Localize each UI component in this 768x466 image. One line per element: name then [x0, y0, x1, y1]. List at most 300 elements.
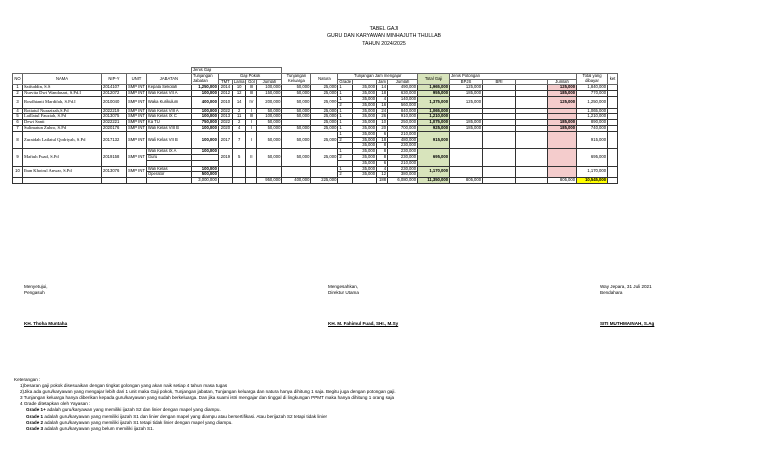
cell-gp-jumlah: 100,000: [257, 85, 282, 91]
cell-jam: 4: [377, 166, 388, 172]
cell-gol: [246, 166, 257, 178]
cell-rate: 35,000: [353, 108, 377, 114]
cell-gp-jumlah: 100,000: [257, 114, 282, 120]
cell-gp-jumlah: [257, 166, 282, 178]
cell-total-dibayar: 1,065,000: [577, 108, 608, 114]
cell-nama: Maftuh Fuad, S.Pd: [23, 149, 102, 166]
cell-tmt: 2022: [218, 108, 232, 114]
signature-block-bendahara: [600, 284, 655, 326]
cell-nipy: 2012072: [102, 91, 127, 97]
signature-block-pengasuh: [24, 284, 68, 326]
cell-tj-jumlah: 140,000: [388, 96, 418, 102]
signature-name: KH. M. Fahimul Fuad, SHI., M.Sy: [328, 321, 399, 326]
cell-empty: [516, 96, 548, 108]
cell-bpjs: 185,000: [450, 91, 483, 97]
cell-nipy: 2010040: [102, 96, 127, 108]
grade-line: Grade 1+ adalah guru/karyawan yang memiliki ijazah S2 dan linier dengan mapel yang diampu.: [26, 407, 221, 413]
cell-total-gaji: 1,965,000: [418, 85, 450, 91]
title-line-2: GURU DAN KARYAWAN MINHAJUTH THULLAB: [326, 33, 442, 40]
cell-grade: 1: [338, 108, 353, 114]
cell-total-gaji: 1,170,000: [418, 166, 450, 178]
cell-empty: [23, 178, 102, 184]
cell-natura: 25,000: [311, 91, 338, 97]
cell-gol: IV: [246, 96, 257, 108]
cell-jam: 10: [377, 120, 388, 126]
cell-jabatan: Kepala Sekolah: [146, 85, 191, 91]
cell-rate: 35,000: [353, 143, 377, 149]
cell-total-dibayar: 1,170,000: [577, 166, 608, 178]
cell-no: 6: [13, 120, 23, 126]
cell-no: 10: [13, 166, 23, 178]
cell-empty: [516, 166, 548, 178]
note-line: 4 Grade ditetapkan oleh Yayasan :: [20, 401, 91, 407]
header-bri: BRI: [483, 79, 516, 85]
header-total-gaji: Total Gaji: [418, 73, 450, 85]
header-unit: UNIT: [127, 73, 147, 85]
header-tunjangan-keluarga: Tunjangan Keluarga: [282, 73, 311, 85]
cell-total-dibayar: 740,000: [577, 125, 608, 131]
cell-tunjangan-jabatan: 400,000: [191, 96, 218, 108]
cell-tunjangan-jabatan: 100,000: [191, 149, 218, 155]
cell-tunjangan-jabatan: 100,000: [191, 114, 218, 120]
cell-jam: 16: [377, 102, 388, 108]
header-tmt: TMT: [218, 79, 232, 85]
cell-total-dibayar: 915,000: [577, 131, 608, 148]
header-gaji-pokok: Gaji Pokok: [218, 73, 281, 79]
header-bpjs: BPJS: [450, 79, 483, 85]
cell-jabatan: Wali Kelas: [146, 166, 191, 172]
cell-tmt: 2022: [218, 120, 232, 126]
cell-nama: Rotiatul Nurazizah,S.Pd: [23, 108, 102, 114]
cell-ket: [608, 166, 618, 178]
cell-tmt: 2014: [218, 85, 232, 91]
cell-jam: 20: [377, 125, 388, 131]
header-natura: Natura: [311, 73, 338, 85]
cell-no: 4: [13, 108, 23, 114]
cell-total-dibayar: 1,250,000: [577, 96, 608, 108]
cell-natura: 25,000: [311, 125, 338, 131]
cell-jam: 18: [377, 91, 388, 97]
cell-jabatan: Wali Kelas IX C: [146, 114, 191, 120]
cell-tunjangan-keluarga: [282, 166, 311, 178]
cell-unit: SMP INT: [128, 108, 145, 113]
cell-tmt: 2019: [218, 149, 232, 166]
cell-tmt: 2020: [218, 125, 232, 131]
cell-tmt: [218, 166, 232, 178]
cell-nipy: 2019158: [102, 149, 127, 166]
cell-jam: 14: [377, 85, 388, 91]
cell-tunjangan-jabatan: 500,000: [191, 172, 218, 178]
cell-jabatan: Wali Kelas VII A: [146, 91, 191, 97]
cell-jam: 24: [377, 108, 388, 114]
cell-bri: [483, 96, 516, 108]
signature-role: Pengasuh: [24, 290, 45, 296]
cell-empty: [13, 178, 23, 184]
cell-gp-jumlah: 150,000: [257, 91, 282, 97]
signature-caption: Menyetujui,: [24, 284, 48, 289]
note-line: 2)Jika ada guru/karyawan yang mengajar lebih dari 1 unit maka Gaji pokok, Tunjangan jabatan, Tunjangan keluarga dan natura hanya dihitung 1 saja. Begitu juga dengan potongan gaji.: [20, 389, 396, 395]
cell-tunjangan-keluarga: 50,000: [282, 131, 311, 148]
cell-jabatan: Wali Kelas IX A: [146, 149, 191, 155]
cell-nama: Nurvita Dwi Wandasari, S.Pd.I: [23, 91, 102, 97]
cell-nama: Sulimatun Zuhro, S.Pd: [23, 125, 102, 131]
cell-tunjangan-keluarga: 50,000: [282, 114, 311, 120]
cell-jabatan: Operator: [146, 172, 191, 178]
cell-natura: 25,000: [311, 96, 338, 108]
cell-lama: 5: [232, 149, 245, 166]
header-tunjangan-jam: Tunjangan Jam mengajar: [338, 73, 418, 79]
salary-table-body: [13, 68, 618, 184]
cell-pot-jumlah: 125,000: [548, 96, 577, 108]
total-jam: 188: [377, 178, 388, 184]
cell-unit: SMP INT: [127, 131, 147, 148]
cell-lama: 11: [232, 114, 245, 120]
signature-role: Direktur Utama: [328, 290, 359, 296]
cell-gp-jumlah: 50,000: [257, 149, 282, 166]
cell-rate: 35,000: [353, 160, 377, 166]
cell-tunjangan-keluarga: 50,000: [282, 108, 311, 114]
cell-grade: 1: [338, 96, 353, 102]
cell-grade: 2: [338, 137, 353, 143]
cell-tmt: 2013: [218, 114, 232, 120]
cell-rate: 35,000: [353, 131, 377, 137]
cell-empty: [516, 178, 548, 184]
cell-jam: 8: [377, 143, 388, 149]
cell-gp-jumlah: 50,000: [257, 120, 282, 126]
total-bpjs: 805,000: [450, 178, 483, 184]
cell-jabatan: Wali Kelas VIII B: [146, 125, 191, 131]
cell-empty: [483, 178, 516, 184]
cell-grade: 1: [338, 120, 353, 126]
cell-ket: [608, 96, 618, 108]
cell-tunjangan-jabatan: 1,250,000: [191, 85, 218, 91]
cell-empty: [146, 178, 191, 184]
cell-no: 1: [13, 85, 23, 91]
cell-jam: 6: [377, 131, 388, 137]
cell-rate: 35,000: [353, 125, 377, 131]
cell-no: 7: [13, 125, 23, 131]
cell-tj-jumlah: 840,000: [388, 108, 418, 114]
cell-grade: 1: [338, 131, 353, 137]
salary-table: [12, 67, 618, 184]
cell-tj-jumlah: 210,000: [388, 131, 418, 137]
cell-bri: [483, 149, 516, 166]
cell-gol: III: [246, 85, 257, 91]
cell-unit: SMP INT: [128, 90, 145, 96]
table-row: [13, 96, 618, 102]
cell-tunjangan-jabatan: 100,000: [191, 166, 218, 172]
cell-total-gaji: 955,000: [418, 91, 450, 97]
signature-name: SITI MUTHMAINAH, S.Ag: [600, 321, 655, 326]
cell-tunjangan-jabatan: 100,000: [191, 125, 218, 131]
notes-heading: Keterangan :: [14, 377, 41, 382]
total-gaji: 11,350,000: [418, 178, 450, 184]
cell-total-gaji: 695,000: [418, 149, 450, 166]
cell-tunjangan-keluarga: 50,000: [282, 91, 311, 97]
signature-caption: Way Jepara, 31 Juli 2021: [600, 284, 652, 289]
cell-tj-jumlah: 230,000: [388, 166, 418, 172]
cell-empty: [516, 131, 548, 148]
cell-total-gaji: 1,065,000: [418, 108, 450, 114]
cell-unit: SMP INT: [127, 149, 147, 166]
cell-jabatan: Guru: [146, 154, 191, 160]
cell-jabatan: Wali Kelas VIII A: [146, 108, 191, 114]
signature-name: KH. Thoha Muntaha: [24, 321, 68, 326]
cell-nipy: 2013075: [102, 114, 127, 120]
grade-line: Grade 2 adalah guru/karyawan yang memiliki ijazah S1 tetapi tidak linier dengan mapel yang diampu.: [26, 419, 233, 425]
cell-no: 8: [13, 131, 23, 148]
cell-tj-jumlah: 700,000: [388, 125, 418, 131]
cell-natura: 25,000: [311, 85, 338, 91]
cell-nipy: 2013076: [102, 166, 127, 178]
cell-rate: 35,000: [353, 172, 377, 178]
cell-lama: 2: [232, 120, 245, 126]
cell-jam: 18: [377, 137, 388, 143]
cell-jabatan: Wali Kelas VII B: [146, 131, 191, 148]
cell-jabatan: Ka TU: [146, 120, 191, 126]
cell-grade: 1: [338, 125, 353, 131]
cell-grade: 1: [338, 85, 353, 91]
total-tj-jumlah: 6,080,000: [388, 178, 418, 184]
cell-gol: II: [246, 149, 257, 166]
cell-natura: 25,000: [311, 114, 338, 120]
cell-jam: 4: [377, 96, 388, 102]
cell-nama: Iban Khoirul Anwar, S.Pd: [23, 166, 102, 178]
cell-jabatan: Waka Kurikulum: [146, 96, 191, 108]
header-total-dibayar: Total yang dibayar: [577, 73, 608, 85]
cell-bpjs: [450, 131, 483, 148]
cell-rate: 35,000: [353, 166, 377, 172]
total-natura: 225,000: [311, 178, 338, 184]
header-nama: NAMA: [23, 73, 102, 85]
cell-bpjs: 185,000: [450, 125, 483, 131]
cell-nipy: 2022219: [102, 108, 127, 114]
cell-ket: [608, 131, 618, 148]
cell-nama: Laillatul Fauziah, S.Pd: [23, 114, 102, 120]
cell-rate: 35,000: [353, 149, 377, 155]
cell-tunjangan-jabatan: 100,000: [191, 91, 218, 97]
header-tunjangan-jabatan: Tunjangan Jabatan: [191, 73, 218, 85]
cell-natura: [311, 166, 338, 178]
cell-bri: [483, 166, 516, 178]
header-grade: Grade: [339, 79, 352, 84]
cell-natura: 25,000: [311, 131, 338, 148]
cell-unit: SMP INT: [127, 96, 147, 108]
cell-nipy: 2014107: [102, 85, 127, 91]
cell-gol: I: [246, 125, 257, 131]
cell-lama: [232, 166, 245, 178]
cell-pot-jumlah: [548, 131, 577, 148]
cell-gp-jumlah: 50,000: [257, 131, 282, 148]
cell-rate: 35,000: [353, 102, 377, 108]
cell-total-gaji: 1,075,000: [418, 120, 450, 126]
cell-gp-jumlah: 200,000: [257, 96, 282, 108]
cell-tj-jumlah: 210,000: [388, 160, 418, 166]
table-row: [13, 166, 618, 172]
cell-lama: 7: [232, 131, 245, 148]
cell-tj-jumlah: 480,000: [388, 137, 418, 143]
cell-bpjs: 125,000: [450, 96, 483, 108]
cell-ket: [608, 149, 618, 166]
cell-tunjangan-jabatan: 100,000: [191, 131, 218, 148]
header-lama: Lama: [233, 79, 245, 84]
cell-grade: 1: [338, 149, 353, 155]
cell-empty: [353, 178, 377, 184]
header-jenis-gaji: Jenis Gaji: [191, 68, 281, 74]
cell-lama: 4: [232, 125, 245, 131]
cell-gp-jumlah: 50,000: [257, 108, 282, 114]
cell-tmt: 2012: [218, 91, 232, 97]
cell-empty: [232, 178, 245, 184]
cell-nama: Saifuddin, S.S: [23, 85, 102, 91]
cell-natura: 25,000: [311, 149, 338, 166]
cell-rate: 35,000: [353, 91, 377, 97]
cell-bpjs: 185,000: [450, 120, 483, 126]
cell-rate: 35,000: [353, 154, 377, 160]
cell-tj-jumlah: 910,000: [388, 114, 418, 120]
cell-grade: 1: [338, 91, 353, 97]
cell-pot-jumlah: 185,000: [548, 91, 577, 97]
header-gol: Gol: [246, 79, 257, 85]
signature-block-direktur: [328, 284, 399, 326]
cell-unit: SMP INT: [128, 84, 145, 90]
cell-jam: 8: [377, 154, 388, 160]
cell-bpjs: [450, 166, 483, 178]
cell-empty: [218, 178, 232, 184]
cell-tj-jumlah: 250,000: [388, 120, 418, 126]
cell-nama: Rosdhianti Mardifah, S.Pd.I: [23, 96, 102, 108]
cell-gol: I: [246, 131, 257, 148]
cell-rate: 35,000: [353, 137, 377, 143]
cell-bri: [483, 131, 516, 148]
cell-bpjs: [450, 149, 483, 166]
cell-tunjangan-jabatan: 750,000: [191, 120, 218, 126]
header-pot-jumlah: Jumlah: [548, 79, 577, 85]
cell-total-gaji: 1,375,000: [418, 96, 450, 108]
cell-nipy: 2022221: [102, 120, 127, 126]
header-gp-jumlah: Jumlah: [257, 79, 282, 85]
cell-tunjangan-keluarga: 50,000: [282, 125, 311, 131]
cell-natura: 25,000: [311, 120, 338, 126]
cell-natura: 25,000: [311, 108, 338, 114]
cell-grade: 1: [338, 166, 353, 172]
cell-grade: 2: [338, 172, 353, 178]
cell-tunjangan-jabatan: 100,000: [191, 108, 218, 114]
cell-lama: 12: [232, 91, 245, 97]
cell-no: 2: [13, 91, 23, 97]
cell-grade: 2: [338, 154, 353, 160]
cell-grade: 2: [338, 102, 353, 108]
grade-line: Grade 1 adalah guru/karyawan yang memiliki ijazah S1 dan linier dengan mapel yang diampu atau bersertifikasi. Atau berijazah S2 tetapi tidak linier: [26, 413, 328, 419]
title-line-1: TABEL GAJI: [369, 26, 399, 32]
cell-lama: 2: [232, 108, 245, 114]
note-line: 1)besaran gaji pokok disesuaikan dengan tingkat golongan yang akan naik setiap 4 tahun masa tugas: [20, 383, 228, 389]
grade-line: Grade 3 adalah guru/karyawan yang belum memiliki ijazah S1.: [26, 425, 154, 431]
cell-tj-jumlah: 230,000: [388, 149, 418, 155]
cell-no: 5: [13, 114, 23, 120]
signature-caption: Mengesahkan,: [328, 284, 359, 289]
cell-no: 9: [13, 149, 23, 166]
table-row: [13, 149, 618, 155]
cell-gol: III: [246, 91, 257, 97]
cell-total-dibayar: 890,000: [577, 120, 608, 126]
cell-rate: 35,000: [353, 114, 377, 120]
document-title-block: [0, 26, 768, 48]
cell-lama: 10: [232, 85, 245, 91]
cell-jam: 12: [377, 172, 388, 178]
cell-gol: III: [246, 114, 257, 120]
cell-nama: Zuraidah Lailatul Qodriyah, S.Pd: [23, 131, 102, 148]
cell-tj-jumlah: 230,000: [388, 143, 418, 149]
cell-unit: SMP INT: [128, 119, 145, 125]
header-jam: Jam: [378, 79, 386, 84]
cell-empty: [127, 178, 147, 184]
cell-tj-jumlah: 490,000: [388, 85, 418, 91]
cell-no: 3: [13, 96, 23, 108]
cell-tj-jumlah: 630,000: [388, 91, 418, 97]
cell-tj-jumlah: 230,000: [388, 154, 418, 160]
cell-grade: 1: [338, 114, 353, 120]
cell-tmt: 2017: [218, 131, 232, 148]
header-nipy: NIP-Y: [102, 73, 127, 85]
note-line: 3 Tunjangan keluarga hanya diberikan kepada guru/karyawan yang sudah berkeluarga. Dan jika suami istri mengajar dan tinggal di lingkungan PPMT maka hanya dihitung 1 orang saja: [20, 395, 395, 401]
totals-row: [13, 178, 618, 184]
cell-jam: 8: [377, 149, 388, 155]
cell-rate: 35,000: [353, 96, 377, 102]
total-dibayar: 10,545,000: [577, 178, 608, 184]
cell-nipy: 2017132: [102, 131, 127, 148]
cell-tunjangan-keluarga: 50,000: [282, 96, 311, 108]
cell-lama: 14: [232, 96, 245, 108]
cell-total-dibayar: 1,210,000: [577, 114, 608, 120]
total-tunjangan-jabatan: 3,000,000: [191, 178, 218, 184]
notes-section: [14, 377, 396, 432]
cell-tj-jumlah: 380,000: [388, 172, 418, 178]
cell-pot-jumlah: [548, 149, 577, 166]
cell-pot-jumlah: 185,000: [548, 125, 577, 131]
header-no: NO: [13, 73, 23, 85]
cell-total-dibayar: 695,000: [577, 149, 608, 166]
header-tj-jumlah: Jumlah: [388, 79, 418, 85]
total-potongan: 805,000: [548, 178, 577, 184]
cell-rate: 35,000: [353, 85, 377, 91]
header-jenis-potongan: Jenis Potongan: [450, 73, 577, 79]
cell-total-gaji: 925,000: [418, 125, 450, 131]
cell-pot-jumlah: 185,000: [548, 120, 577, 126]
cell-total-dibayar: 1,840,000: [577, 85, 608, 91]
header-jabatan: JABATAN: [146, 73, 191, 85]
cell-empty: [102, 178, 127, 184]
signature-role: Bendahara: [600, 290, 623, 296]
cell-empty: [608, 178, 618, 184]
cell-total-gaji: 915,000: [418, 131, 450, 148]
cell-tmt: 2010: [218, 96, 232, 108]
cell-empty: [246, 178, 257, 184]
cell-unit: SMP INT: [127, 166, 147, 178]
cell-tj-jumlah: 560,000: [388, 102, 418, 108]
cell-nama: Dewi Santi: [23, 120, 102, 126]
cell-unit: SMP INT: [128, 113, 145, 119]
cell-gp-jumlah: 50,000: [257, 125, 282, 131]
cell-jam: 26: [377, 114, 388, 120]
total-keluarga: 400,000: [282, 178, 311, 184]
cell-total-gaji: 1,210,000: [418, 114, 450, 120]
cell-empty: [516, 149, 548, 166]
cell-unit: SMP INT: [128, 125, 145, 130]
cell-gol: I: [246, 108, 257, 114]
title-line-3: TAHUN 2024/2025: [362, 40, 406, 47]
cell-pot-jumlah: 125,000: [548, 85, 577, 91]
